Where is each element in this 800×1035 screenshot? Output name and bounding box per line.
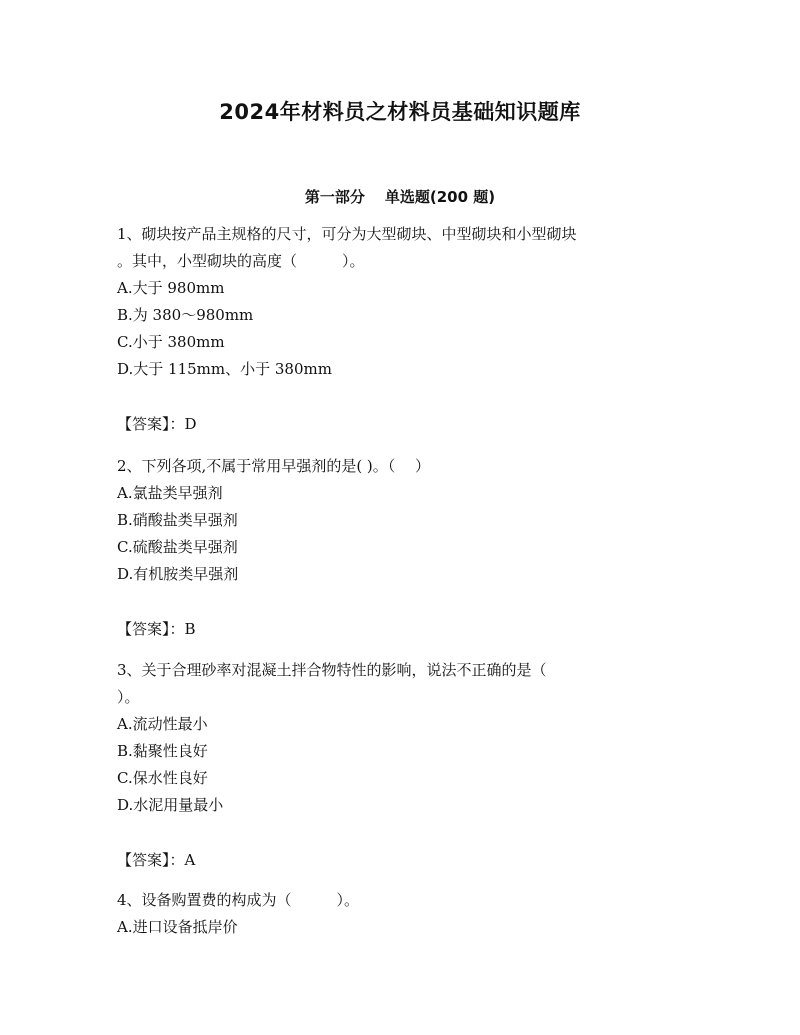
option-d: D.有机胺类早强剂 bbox=[117, 565, 239, 583]
option-a: A.大于 980mm bbox=[117, 279, 225, 297]
answer-label: 【答案】： bbox=[117, 415, 185, 433]
section-name: 单选题(200 题) bbox=[384, 188, 496, 206]
option-b: B.黏聚性良好 bbox=[117, 742, 208, 760]
question-3 bbox=[117, 657, 687, 874]
page-title: 2024年材料员之材料员基础知识题库 bbox=[219, 100, 581, 124]
answer-line bbox=[117, 411, 687, 438]
option-a: A.流动性最小 bbox=[117, 715, 208, 733]
option-a: A.进口设备抵岸价 bbox=[117, 918, 238, 936]
answer-label: 【答案】： bbox=[117, 620, 185, 638]
question-stem-cont: ）。 bbox=[117, 688, 140, 706]
answer-value: D bbox=[184, 415, 197, 433]
question-1 bbox=[117, 221, 687, 438]
question-stem: 4、设备购置费的构成为（ ）。 bbox=[117, 891, 360, 909]
question-2 bbox=[117, 453, 687, 643]
question-stem-cont: 。其中，小型砌块的高度（ ）。 bbox=[117, 252, 365, 270]
option-c: C.硫酸盐类早强剂 bbox=[117, 538, 238, 556]
option-a: A.氯盐类早强剂 bbox=[117, 484, 223, 502]
answer-value: B bbox=[184, 620, 196, 638]
option-b: B.硝酸盐类早强剂 bbox=[117, 511, 238, 529]
answer-line bbox=[117, 616, 687, 643]
option-b: B.为 380～980mm bbox=[117, 306, 254, 324]
answer-label: 【答案】： bbox=[117, 851, 185, 869]
answer-line bbox=[117, 847, 687, 874]
question-stem: 2、下列各项,不属于常用早强剂的是( )。（ ） bbox=[117, 457, 431, 475]
question-stem: 3、关于合理砂率对混凝土拌合物特性的影响，说法不正确的是（ bbox=[117, 661, 547, 679]
option-c: C.小于 380mm bbox=[117, 333, 225, 351]
question-stem: 1、砌块按产品主规格的尺寸，可分为大型砌块、中型砌块和小型砌块 bbox=[117, 225, 577, 243]
answer-value: A bbox=[184, 851, 196, 869]
option-d: D.水泥用量最小 bbox=[117, 796, 224, 814]
option-c: C.保水性良好 bbox=[117, 769, 208, 787]
section-heading bbox=[0, 186, 800, 207]
option-d: D.大于 115mm、小于 380mm bbox=[117, 360, 332, 378]
question-4 bbox=[117, 887, 687, 941]
section-part: 第一部分 bbox=[304, 188, 365, 206]
